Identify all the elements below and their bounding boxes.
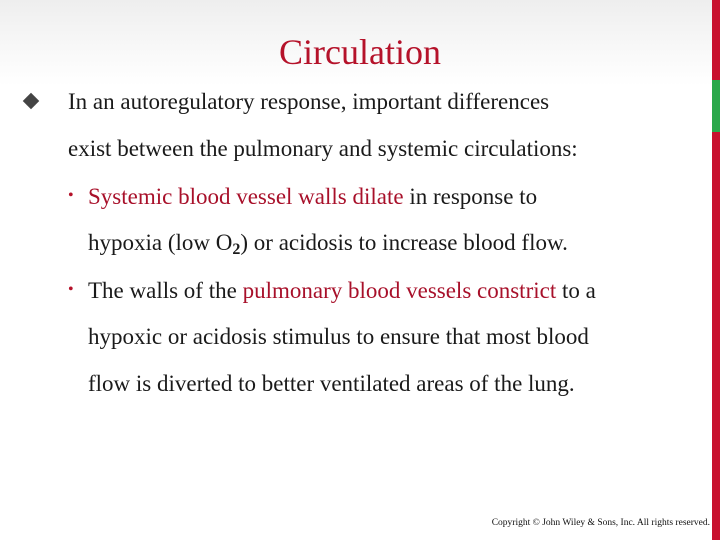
copyright-notice: Copyright © John Wiley & Sons, Inc. All rights reserved. (491, 518, 710, 528)
sub-bullet-2-pre: The walls of the (88, 278, 243, 303)
sub-bullet-1-line-2-post: ) or acidosis to increase blood flow. (240, 230, 568, 255)
sub-bullet-1-highlight: Systemic blood vessel walls dilate (88, 184, 404, 209)
sub-bullet-1-line-1 (88, 183, 720, 211)
main-bullet-line-1: In an autoregulatory response, important differences (68, 89, 550, 114)
main-bullet-line-2: exist between the pulmonary and systemic circulations: (68, 136, 578, 161)
sub-bullet-2-highlight: pulmonary blood vessels constrict (242, 278, 557, 303)
round-dot-bullet-icon: • (68, 281, 74, 298)
sub-bullet-1-line-2-pre: hypoxia (low O (88, 230, 233, 255)
slide-title: Circulation (279, 32, 441, 72)
round-dot-bullet-icon: • (68, 187, 74, 204)
sub-bullet-1-rest: in response to (403, 184, 538, 209)
sub-bullet-2-line-3: flow is diverted to better ventilated areas of the lung. (88, 371, 575, 396)
side-accent-bar-green (712, 80, 720, 132)
sub-bullet-2-line-1 (88, 277, 720, 305)
sub-bullet-2-post: to a (556, 278, 596, 303)
sub-bullet-1-line-2 (88, 229, 720, 264)
subscript-two: 2 (232, 241, 241, 258)
sub-bullet-2-line-2: hypoxic or acidosis stimulus to ensure that most blood (88, 324, 589, 349)
four-diamond-bullet-icon (24, 94, 38, 108)
